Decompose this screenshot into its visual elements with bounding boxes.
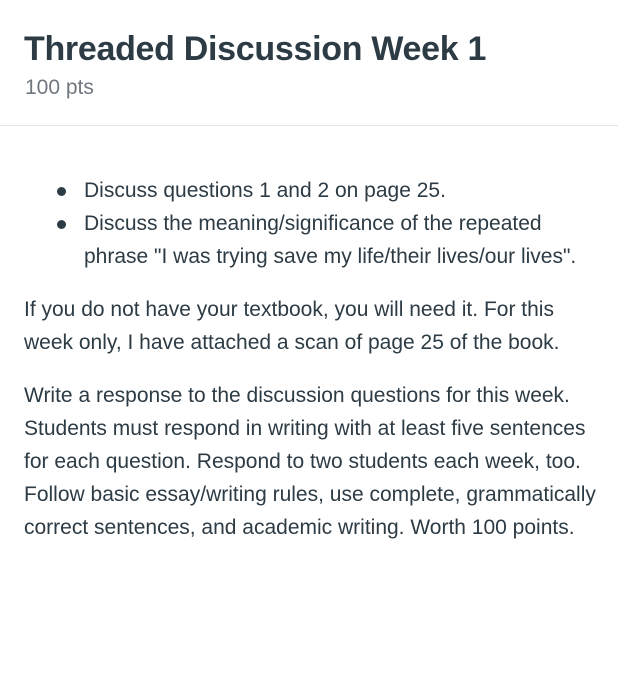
points-possible: 100 pts (25, 76, 94, 99)
assignment-title: Threaded Discussion Week 1 (24, 30, 487, 68)
assignment-header (0, 0, 618, 126)
response-instructions-paragraph: Write a response to the discussion questions for this week. Students must respond in writing with at least five sentences for each question. Respond to two students each week, too. Follow basic essay/writing rules, use complete, grammatically correct sentences, and academic writing. Worth 100 points. (24, 384, 596, 539)
instructions-list (24, 174, 599, 273)
list-item (84, 207, 599, 273)
list-item-text: Discuss questions 1 and 2 on page 25. (84, 179, 446, 202)
list-item (84, 174, 599, 207)
bullet-icon (57, 220, 66, 229)
list-item-text: Discuss the meaning/significance of the repeated phrase "I was trying save my life/their lives/our lives". (84, 212, 577, 268)
assignment-description (24, 174, 599, 544)
textbook-paragraph: If you do not have your textbook, you will need it. For this week only, I have attached a scan of page 25 of the book. (24, 298, 560, 354)
bullet-icon (57, 187, 66, 196)
